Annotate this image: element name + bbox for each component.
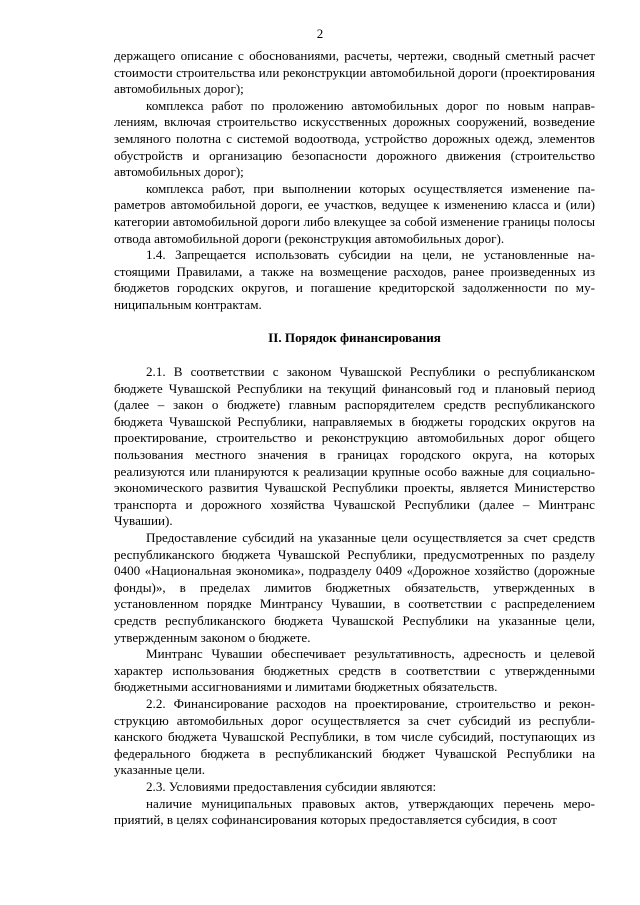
- section-heading: II. Порядок финансирования: [268, 329, 441, 345]
- document-body: [114, 48, 595, 829]
- paragraph-subsidy-sources: Предоставление субсидий на указанные цели осуществляется за счет средств республиканского бюджета Чувашской Республики, предусмотренных по разделу 0400 «Национальная экономика», подразделу 0409 «Дорожное хозяйство (дорожные фонды)», в пределах лимитов бюджетных обязательств, утвержденных в установленном порядке Минтрансу Чувашии, в соответствии с распределением средств республиканского бюджета Чувашской Республики на указанные цели, утвержденным законом о бюджете.: [114, 530, 595, 645]
- paragraph-design-documentation: держащего описание с обоснованиями, расчеты, чертежи, сводный сметный расчет стоимости строительства или реконструкции автомобильной дороги (проектирования автомобильных дорог);: [114, 48, 595, 97]
- paragraph-2-3-conditions: 2.3. Условиями предоставления субсидии являются:: [146, 778, 437, 794]
- paragraph-1-4-prohibition: 1.4. Запрещается использовать субсидии на цели, не установленные настоящими Правилами, а также на возмещение расходов, ранее произведенных из бюджетов городских округов, и погашение кредиторской задолженности по муниципальным контрактам.: [114, 247, 595, 312]
- paragraph-reconstruction-definition: комплекса работ, при выполнении которых осуществляется изменение параметров автомобильной дороги, ее участков, ведущее к изменению класса и (или) категории автомобильной дороги либо влекущее за собой изменение границы полосы отвода автомобильной дороги (реконструкция автомобильных дорог).: [114, 180, 595, 246]
- paragraph-2-2-financing: 2.2. Финансирование расходов на проектирование, строительство и реконструкцию автомобильных дорог осуществляется за счет субсидий из республиканского бюджета Чувашской Республики, в том числе субсидий, поступающих из федерального бюджета в республиканский бюджет Чувашской Республики на указанные цели.: [114, 695, 595, 778]
- paragraph-municipal-acts: наличие муниципальных правовых актов, утверждающих перечень мероприятий, в целях софинансирования которых предоставляется субсидия, в соот: [114, 795, 595, 828]
- page-number: 2: [316, 26, 324, 41]
- paragraph-ministry-responsibility: Минтранс Чувашии обеспечивает результативность, адресность и целевой характер использования бюджетных средств в соответствии с утвержденными бюджетными ассигнованиями и лимитами бюджетных обязательств.: [114, 646, 595, 695]
- paragraph-2-1-chief-administrator: 2.1. В соответствии с законом Чувашской Республики о республиканском бюджете Чувашской Республики на текущий финансовый год и плановый период (далее – закон о бюджете) главным распорядителем средств республиканского бюджета Чувашской Республики, направляемых в бюджеты городских округов на проектирование, строительство и реконструкцию автомобильных дорог общего пользования местного значения в границах городского округа, на которых реализуются или планируются к реализации крупные особо важные для социально-экономического развития Чувашской Республики проекты, является Министерство транспорта и дорожного хозяйства Чувашской Республики (далее – Минтранс Чувашии).: [114, 364, 595, 529]
- paragraph-construction-definition: комплекса работ по проложению автомобильных дорог по новым направлениям, включая строительство искусственных дорожных сооружений, возведение земляного полотна с системой водоотвода, устройство дорожных одежд, элементов обустройств и организацию безопасности дорожного движения (строительство автомобильных дорог);: [114, 97, 595, 180]
